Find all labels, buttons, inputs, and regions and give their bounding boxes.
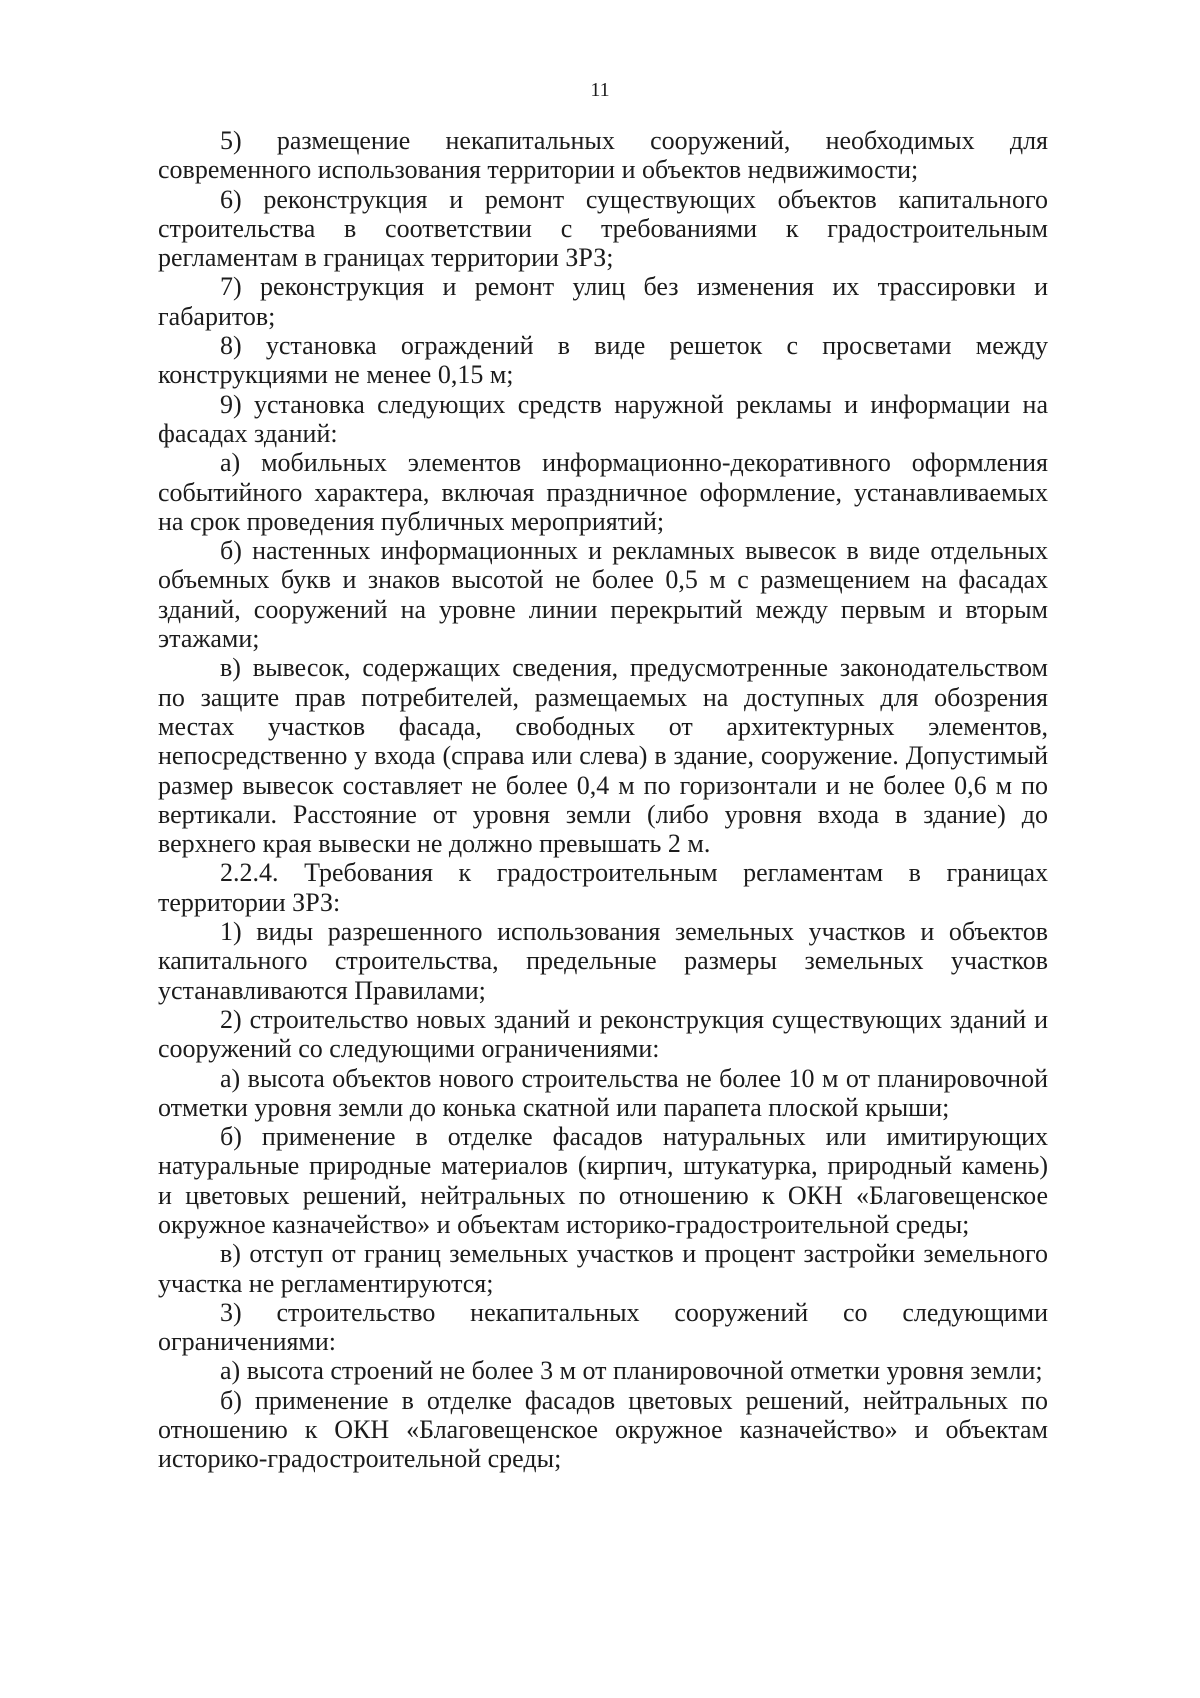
paragraph-subitem-a: а) высота объектов нового строительства не более 10 м от планировочной отметки уровня земли до конька скатной или парапета плоской крыши; bbox=[158, 1063, 1048, 1122]
document-body bbox=[158, 126, 1048, 1474]
paragraph-item-5: 5) размещение некапитальных сооружений, необходимых для современного использования территории и объектов недвижимости; bbox=[158, 126, 1048, 185]
paragraph-subitem-b: б) настенных информационных и рекламных вывесок в виде отдельных объемных букв и знаков высотой не более 0,5 м с размещением на фасадах зданий, сооружений на уровне линии перекрытий между первым и вторым этажами; bbox=[158, 536, 1048, 654]
paragraph-item-1: 1) виды разрешенного использования земельных участков и объектов капитального строительства, предельные размеры земельных участков устанавливаются Правилами; bbox=[158, 917, 1048, 1005]
paragraph-item-9: 9) установка следующих средств наружной рекламы и информации на фасадах зданий: bbox=[158, 389, 1048, 448]
paragraph-subitem-b: б) применение в отделке фасадов натуральных или имитирующих натуральные природные материалов (кирпич, штукатурка, природный камень) и цветовых решений, нейтральных по отношению к ОКН «Благовещенское окружное казначейство» и объектам историко-градостроительной среды; bbox=[158, 1122, 1048, 1239]
page-number: 11 bbox=[590, 79, 610, 101]
paragraph-subitem-a: а) высота строений не более 3 м от планировочной отметки уровня земли; bbox=[220, 1356, 1043, 1386]
paragraph-item-7: 7) реконструкция и ремонт улиц без изменения их трассировки и габаритов; bbox=[158, 272, 1048, 331]
paragraph-item-3: 3) строительство некапитальных сооружений со следующими ограничениями: bbox=[158, 1297, 1048, 1357]
paragraph-item-2: 2) строительство новых зданий и реконструкция существующих зданий и сооружений со следующими ограничениями: bbox=[158, 1004, 1048, 1064]
paragraph-subitem-v: в) вывесок, содержащих сведения, предусмотренные законодательством по защите прав потребителей, размещаемых на доступных для обозрения местах участков фасада, свободных от архитектурных элементов, непосредственно у входа (справа или слева) в здание, сооружение. Допустимый размер вывесок составляет не более 0,4 м по горизонтали и не более 0,6 м по вертикали. Расстояние от уровня земли (либо уровня входа в здание) до верхнего края вывески не должно превышать 2 м. bbox=[158, 653, 1048, 859]
paragraph-subitem-v: в) отступ от границ земельных участков и процент застройки земельного участка не регламентируются; bbox=[158, 1239, 1048, 1298]
paragraph-subitem-a: а) мобильных элементов информационно-декоративного оформления событийного характера, включая праздничное оформление, устанавливаемых на срок проведения публичных мероприятий; bbox=[158, 448, 1048, 536]
paragraph-subitem-b: б) применение в отделке фасадов цветовых решений, нейтральных по отношению к ОКН «Благовещенское окружное казначейство» и объектам историко-градостроительной среды; bbox=[158, 1385, 1048, 1474]
paragraph-item-6: 6) реконструкция и ремонт существующих объектов капитального строительства в соответствии с требованиями к градостроительным регламентам в границах территории ЗРЗ; bbox=[158, 184, 1048, 273]
paragraph-item-8: 8) установка ограждений в виде решеток с просветами между конструкциями не менее 0,15 м; bbox=[158, 331, 1048, 390]
section-heading-2-2-4: 2.2.4. Требования к градостроительным регламентам в границах территории ЗРЗ: bbox=[158, 858, 1048, 917]
